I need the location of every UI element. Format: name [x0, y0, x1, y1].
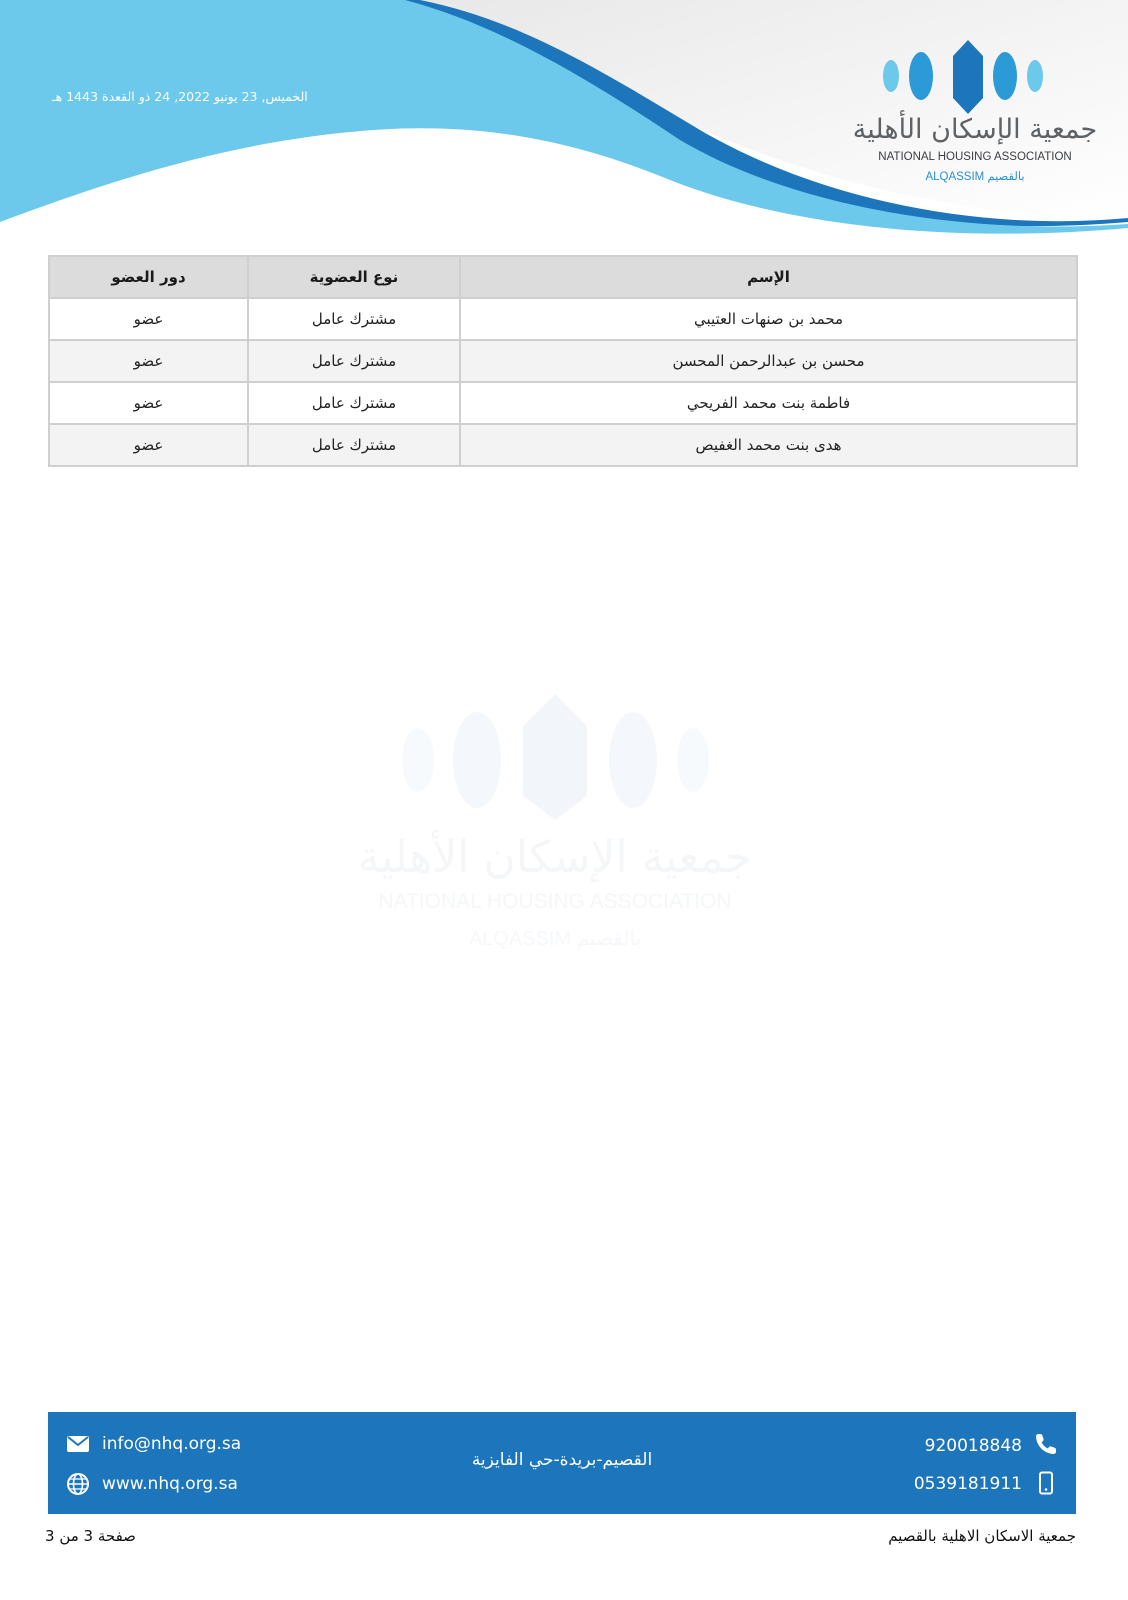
cell-role: عضو: [49, 382, 248, 424]
cell-role: عضو: [49, 424, 248, 466]
watermark-drops-icon: [305, 690, 805, 830]
cell-membership-type: مشترك عامل: [248, 382, 460, 424]
footer-address: القصيم-بريدة-حي الفايزية: [471, 1450, 653, 1470]
table-row: [49, 424, 1077, 466]
footer-phone[interactable]: 920018848: [924, 1436, 1022, 1456]
footer-email[interactable]: info@nhq.org.sa: [102, 1434, 242, 1454]
cell-name: فاطمة بنت محمد الفريحي: [460, 382, 1077, 424]
association-logo: [845, 38, 1105, 188]
cell-membership-type: مشترك عامل: [248, 298, 460, 340]
phone-icon: [1034, 1432, 1058, 1456]
logo-english-name: NATIONAL HOUSING ASSOCIATION: [878, 151, 1072, 163]
cell-membership-type: مشترك عامل: [248, 424, 460, 466]
header-role: دور العضو: [49, 256, 248, 298]
watermark-arabic-name: جمعية الإسكان الأهلية: [357, 832, 753, 883]
globe-icon: [66, 1472, 90, 1496]
logo-drops-icon: [883, 38, 1053, 118]
cell-membership-type: مشترك عامل: [248, 340, 460, 382]
header-date: الخميس, 23 يونيو 2022, 24 ذو القعدة 1443 هـ: [52, 89, 308, 104]
table-row: [49, 298, 1077, 340]
table-row: [49, 382, 1077, 424]
watermark-region: ALQASSIM بالقصيم: [468, 928, 642, 950]
footer-website[interactable]: www.nhq.org.sa: [102, 1474, 238, 1494]
watermark-logo: [305, 690, 805, 960]
cell-role: عضو: [49, 340, 248, 382]
members-table: [48, 255, 1078, 467]
cell-role: عضو: [49, 298, 248, 340]
footer-mobile[interactable]: 0539181911: [913, 1474, 1022, 1494]
header-name: الإسم: [460, 256, 1077, 298]
watermark-english-name: NATIONAL HOUSING ASSOCIATION: [378, 890, 732, 913]
header-membership-type: نوع العضوية: [248, 256, 460, 298]
page-number: صفحة 3 من 3: [45, 1527, 136, 1545]
cell-name: هدى بنت محمد الغفيص: [460, 424, 1077, 466]
cell-name: محسن بن عبدالرحمن المحسن: [460, 340, 1077, 382]
cell-name: محمد بن صنهات العتيبي: [460, 298, 1077, 340]
mobile-icon: [1034, 1471, 1058, 1495]
table-row: [49, 340, 1077, 382]
footer-organization-name: جمعية الاسكان الاهلية بالقصيم: [888, 1527, 1076, 1545]
logo-arabic-name: جمعية الإسكان الأهلية: [852, 114, 1098, 145]
footer-contact-bar: [48, 1412, 1076, 1514]
logo-region: ALQASSIM بالقصيم: [925, 171, 1025, 183]
table-header-row: [49, 256, 1077, 298]
